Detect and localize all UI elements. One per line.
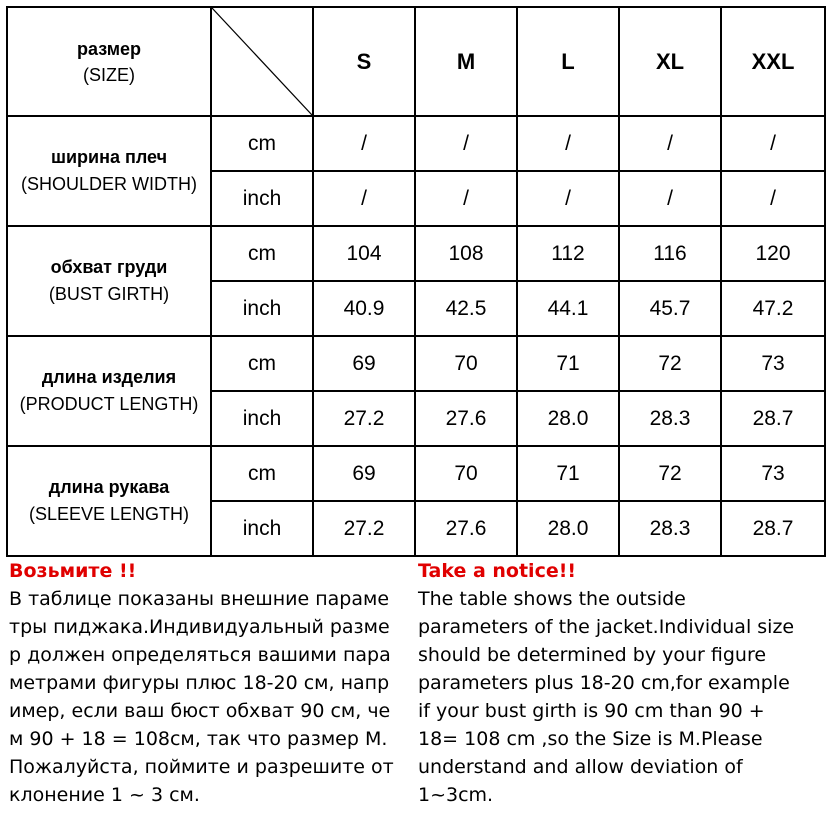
table-cell: 28.0	[517, 501, 619, 556]
measure-label-ru: длина изделия	[41, 367, 177, 387]
size-chart-table	[6, 6, 826, 557]
table-cell: /	[313, 171, 415, 226]
measure-label-length	[7, 336, 211, 446]
size-m: M	[415, 7, 517, 116]
notice-body-en: The table shows the outside parameters of the jacket.Individual size should be determined by your figure parameters plus 18-20 cm,for example if your bust girth is 90 cm than 90 + 18= 108 cm ,so the Size is M.Please understand and allow deviation of 1~3cm.	[418, 588, 795, 806]
notice-title-en: Take a notice!!	[418, 560, 577, 582]
table-cell: 108	[415, 226, 517, 281]
unit-cm: cm	[211, 116, 313, 171]
measure-label-shoulder	[7, 116, 211, 226]
table-cell: 28.7	[721, 501, 825, 556]
table-cell: 71	[517, 336, 619, 391]
notice-en	[418, 557, 826, 809]
table-cell: 28.0	[517, 391, 619, 446]
table-cell: /	[517, 171, 619, 226]
table-cell: 45.7	[619, 281, 721, 336]
size-s: S	[313, 7, 415, 116]
unit-cm: cm	[211, 446, 313, 501]
table-cell: 73	[721, 446, 825, 501]
table-cell: 116	[619, 226, 721, 281]
table-cell: /	[415, 171, 517, 226]
table-cell: 27.2	[313, 391, 415, 446]
unit-cm: cm	[211, 226, 313, 281]
measure-label-bust	[7, 226, 211, 336]
table-cell: 27.6	[415, 391, 517, 446]
measure-label-ru: ширина плеч	[50, 147, 168, 167]
unit-inch: inch	[211, 281, 313, 336]
table-cell: 112	[517, 226, 619, 281]
measure-label-en: (SHOULDER WIDTH)	[21, 174, 197, 194]
table-cell: 120	[721, 226, 825, 281]
table-cell: 27.6	[415, 501, 517, 556]
unit-inch: inch	[211, 171, 313, 226]
table-cell: /	[313, 116, 415, 171]
table-cell: 104	[313, 226, 415, 281]
size-xl: XL	[619, 7, 721, 116]
size-l: L	[517, 7, 619, 116]
notice-body-ru: В таблице показаны внешние параме тры пиджака.Индивидуальный разме р должен определяться вашими пара метрами фигуры плюс 18-20 см, напр имер, если ваш бюст обхват 90 см, че м 90 + 18 = 108см, так что размер M. Пожалуйста, поймите и разрешите от клонение 1 ~ 3 см.	[9, 588, 394, 806]
size-header-cell	[7, 7, 211, 116]
table-cell: /	[619, 116, 721, 171]
table-cell: 40.9	[313, 281, 415, 336]
table-cell: 70	[415, 446, 517, 501]
measure-label-en: (SLEEVE LENGTH)	[28, 504, 190, 524]
table-cell: 28.3	[619, 501, 721, 556]
table-cell: 28.3	[619, 391, 721, 446]
size-label-en: (SIZE)	[83, 64, 135, 85]
table-cell: /	[415, 116, 517, 171]
unit-inch: inch	[211, 391, 313, 446]
table-cell: 70	[415, 336, 517, 391]
table-row-shoulder-cm	[7, 116, 825, 171]
header-row	[7, 7, 825, 116]
table-row-length-cm	[7, 336, 825, 391]
table-cell: /	[517, 116, 619, 171]
table-cell: 72	[619, 446, 721, 501]
table-cell: 44.1	[517, 281, 619, 336]
notice-title-ru: Возьмите !!	[9, 560, 137, 582]
table-cell: 27.2	[313, 501, 415, 556]
table-row-sleeve-cm	[7, 446, 825, 501]
table-cell: 72	[619, 336, 721, 391]
notice-section	[0, 557, 829, 829]
measure-label-en: (BUST GIRTH)	[48, 284, 170, 304]
size-label-ru: размер	[76, 38, 142, 59]
diagonal-line	[212, 8, 312, 115]
table-cell: 69	[313, 446, 415, 501]
measure-label-en: (PRODUCT LENGTH)	[19, 394, 199, 414]
table-cell: /	[721, 171, 825, 226]
table-cell: 73	[721, 336, 825, 391]
measure-label-ru: обхват груди	[50, 257, 168, 277]
size-xxl: XXL	[721, 7, 825, 116]
measure-label-sleeve	[7, 446, 211, 556]
unit-cm: cm	[211, 336, 313, 391]
table-cell: 69	[313, 336, 415, 391]
diagonal-corner-cell	[211, 7, 313, 116]
table-row-bust-cm	[7, 226, 825, 281]
notice-ru	[9, 557, 409, 809]
table-cell: 47.2	[721, 281, 825, 336]
table-cell: 71	[517, 446, 619, 501]
table-cell: 42.5	[415, 281, 517, 336]
unit-inch: inch	[211, 501, 313, 556]
table-cell: /	[619, 171, 721, 226]
measure-label-ru: длина рукава	[48, 477, 170, 497]
table-cell: /	[721, 116, 825, 171]
table-cell: 28.7	[721, 391, 825, 446]
